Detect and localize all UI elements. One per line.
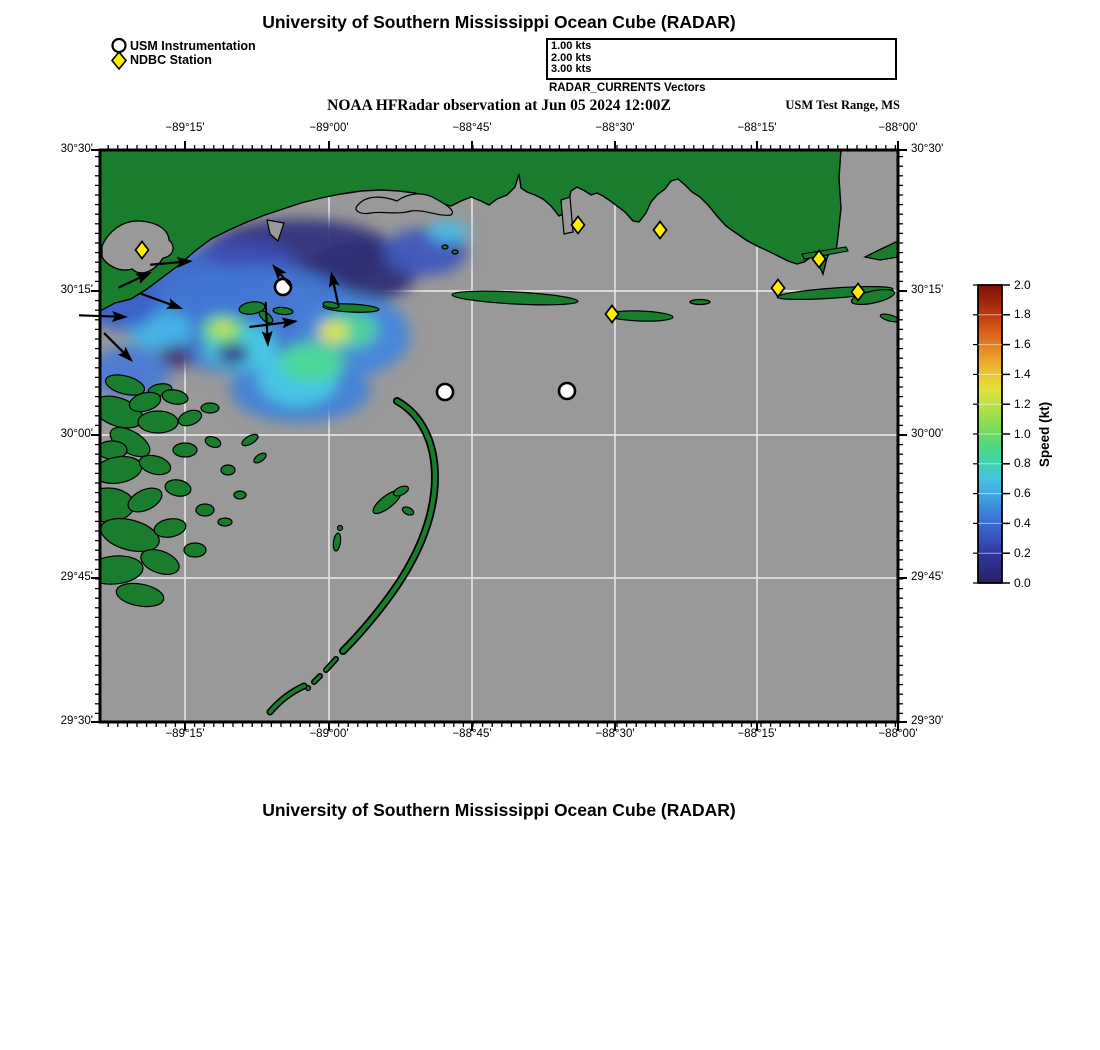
island-blob [690,300,710,305]
vector-scale-label-1: 1.00 kts [551,40,592,52]
x-axis-label-bottom: −88°00' [878,728,918,740]
speed-blob [428,222,468,242]
colorbar-tick-label: 0.6 [1014,486,1031,501]
colorbar-axis-label: Speed (kt) [1037,401,1053,468]
island-blob [338,526,343,531]
usm-station-marker [437,384,453,400]
top-title: University of Southern Mississippi Ocean Cube (RADAR) [262,12,736,32]
test-range-label: USM Test Range, MS [785,98,900,112]
colorbar [973,285,1010,583]
island-blob [196,504,214,516]
colorbar-tick-label: 1.6 [1014,337,1031,352]
y-axis-label-right: 30°00' [911,427,944,440]
y-axis-label-right: 30°30' [911,142,944,155]
usm-station-marker [275,279,291,295]
radar-currents-caption: RADAR_CURRENTS Vectors [549,82,706,94]
colorbar-tick-label: 1.8 [1014,307,1031,322]
vector-scale-label-2: 2.00 kts [551,51,592,64]
vector-scale-label-3: 3.00 kts [551,63,592,75]
x-axis-label-top: −88°00' [878,122,918,134]
y-axis-label-left: 30°30' [60,142,93,155]
island-blob [138,411,178,433]
x-axis-label-bottom: −88°30' [595,728,635,740]
colorbar-tick-label: 0.2 [1014,545,1031,560]
bottom-title: University of Southern Mississippi Ocean Cube (RADAR) [262,800,736,820]
vector-scale-box [546,38,897,80]
island-blob [234,491,246,499]
island-blob [201,403,219,413]
y-axis-label-left: 30°15' [60,283,93,296]
island-blob [221,465,235,475]
usm-legend-label: USM Instrumentation [130,38,256,53]
colorbar-tick-label: 0.0 [1014,575,1031,590]
speed-blob [280,342,344,382]
speed-blob [318,321,348,343]
y-axis-label-left: 29°45' [60,570,93,583]
map [79,150,901,722]
x-axis-label-top: −88°30' [595,122,635,134]
usm-station-marker [559,383,575,399]
y-axis-label-right: 29°45' [911,570,944,583]
x-axis-label-bottom: −89°00' [309,728,349,740]
island-blob [82,488,134,522]
colorbar-tick-label: 1.4 [1014,366,1031,381]
speed-blob [211,321,235,337]
y-axis-label-right: 29°30' [911,714,944,727]
y-axis-label-right: 30°15' [911,283,944,296]
legend-symbols [112,39,126,69]
island-blob [173,443,197,457]
x-axis-label-bottom: −88°15' [737,728,777,740]
ndbc-legend-icon [112,52,126,69]
island-blob [184,543,206,557]
x-axis-label-bottom: −89°15' [165,728,205,740]
ndbc-legend-label: NDBC Station [130,53,212,67]
island-blob [452,250,458,254]
x-axis-label-top: −88°15' [737,122,777,134]
colorbar-tick-label: 0.4 [1014,515,1031,530]
colorbar-tick-label: 1.2 [1014,396,1031,411]
colorbar-tick-label: 2.0 [1014,277,1031,292]
x-axis-label-top: −88°45' [452,122,492,134]
x-axis-label-bottom: −88°45' [452,728,492,740]
x-axis-label-top: −89°00' [309,122,349,134]
y-axis-label-left: 29°30' [60,714,93,727]
colorbar-tick-label: 0.8 [1014,456,1031,471]
observation-title: NOAA HFRadar observation at Jun 05 2024 12:00Z [327,97,671,114]
island-blob [442,245,448,249]
colorbar-tick-label: 1.0 [1014,426,1031,441]
speed-blob [217,343,249,365]
usm-legend-icon [113,39,126,52]
y-axis-label-left: 30°00' [60,427,93,440]
island-blob [218,518,232,526]
x-axis-label-top: −89°15' [165,122,205,134]
